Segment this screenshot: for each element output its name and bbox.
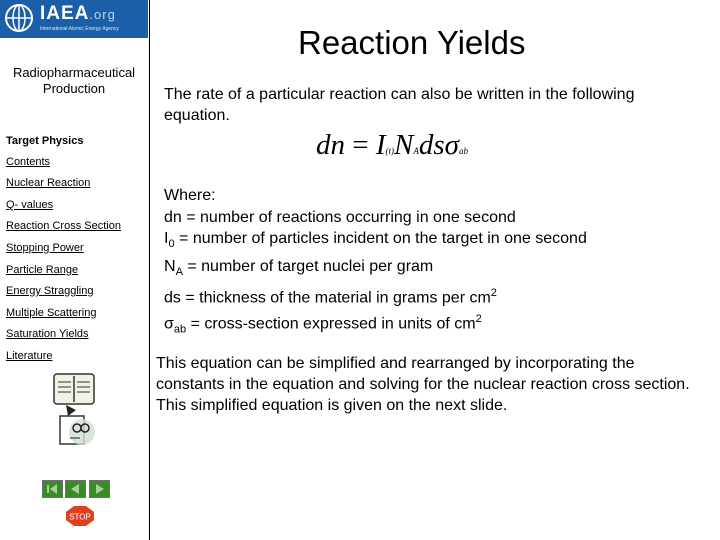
nav-item-energy-straggling[interactable]: Energy Straggling (6, 285, 94, 297)
sidebar (0, 0, 150, 540)
slide-title: Reaction Yields (298, 24, 526, 61)
intro-text: The rate of a particular reaction can also be written in the following equation. (164, 86, 635, 124)
section-title: Target Physics (6, 135, 84, 147)
conclusion-text: This equation can be simplified and rearranged by incorporating the constants in the equation and solving for the nuclear reaction cross section. This simplified equation is given on the next slide. (156, 355, 690, 414)
arrow-right-icon (90, 481, 109, 497)
prev-slide-button[interactable] (65, 480, 86, 498)
book-scroll-icon (52, 372, 98, 448)
arrow-left-icon (66, 481, 85, 497)
def-sigma: $\sigma_{ab}$ = cross-section expressed in units of $cm^2$ (164, 313, 482, 336)
first-icon (43, 481, 62, 497)
nav-item-nuclear-reaction[interactable]: Nuclear Reaction (6, 177, 91, 189)
definitions (164, 185, 587, 341)
iaea-logo[interactable] (0, 0, 148, 38)
def-dn: dn = number of reactions occurring in one second (164, 208, 516, 226)
nav-item-reaction-cross-section[interactable]: Reaction Cross Section (6, 220, 121, 232)
nav-item-stopping-power[interactable]: Stopping Power (6, 242, 84, 254)
sidebar-title: Radiopharmaceutical Production (12, 65, 136, 96)
reaction-rate-equation: dn = I(t)NAdsσab (316, 129, 468, 161)
nav-item-particle-range[interactable]: Particle Range (6, 264, 79, 276)
stop-label: STOP (69, 512, 91, 522)
nav-item-literature[interactable]: Literature (6, 350, 53, 362)
def-i0: $I_0$ = number of particles incident on the target in one second (164, 230, 587, 251)
where-title: Where: (164, 187, 216, 204)
stop-button[interactable] (66, 506, 94, 526)
def-na: $N_A$ = number of target nuclei per gram (164, 257, 434, 278)
def-ds: ds = thickness of the material in grams per $cm^2$ (164, 287, 497, 307)
logo-name: IAEA.org (40, 3, 116, 24)
nav-item-multiple-scattering[interactable]: Multiple Scattering (6, 307, 97, 319)
next-slide-button[interactable] (89, 480, 110, 498)
nav-item-saturation-yields[interactable]: Saturation Yields (6, 328, 89, 340)
globe-icon (4, 3, 34, 33)
nav-item-contents[interactable]: Contents (6, 156, 51, 168)
first-slide-button[interactable] (42, 480, 63, 498)
logo-tagline: International Atomic Energy Agency (40, 26, 119, 32)
nav-item-q-values[interactable]: Q- values (6, 199, 54, 211)
